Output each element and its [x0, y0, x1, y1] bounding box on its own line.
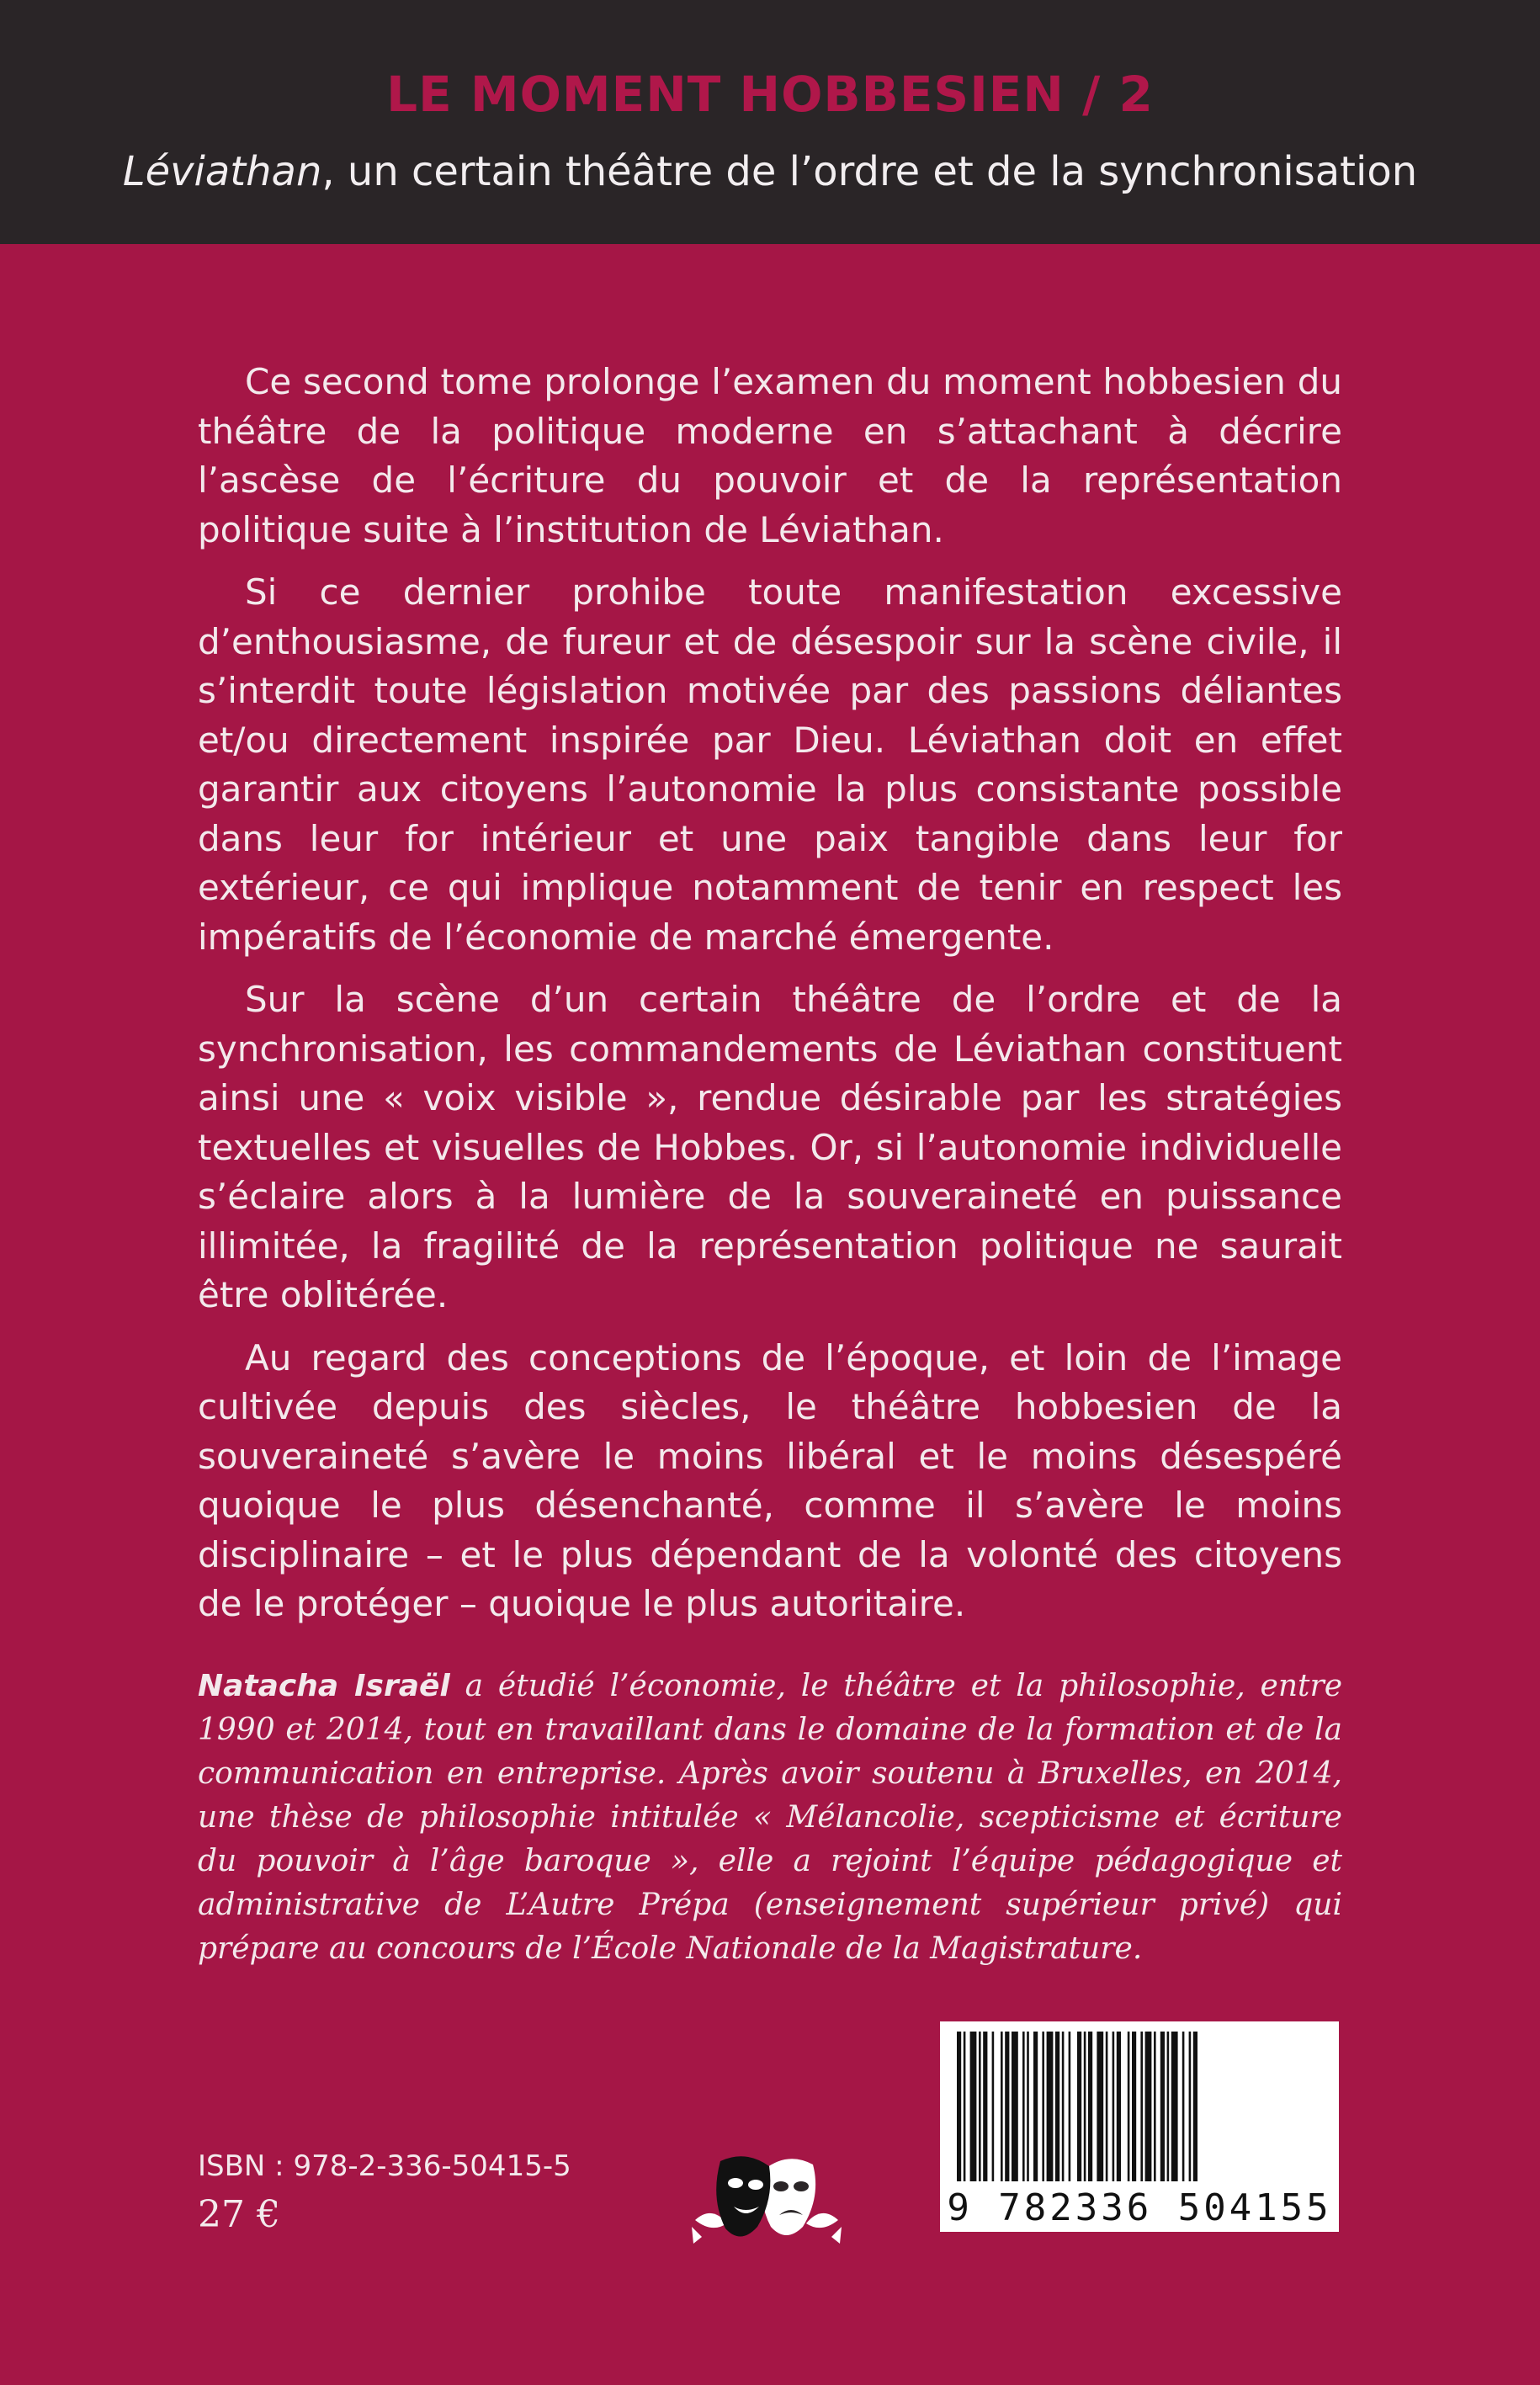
barcode-digits: 9 782336 504155 [947, 2186, 1332, 2229]
barcode-bar [1047, 2032, 1054, 2181]
barcode-bar [964, 2032, 966, 2181]
barcode-bar [1132, 2032, 1136, 2181]
barcode [940, 2021, 1339, 2232]
summary-paragraph: Au regard des conceptions de l’époque, et loin de l’image cultivée depuis des siècles, le théâtre hobbesien de la souveraineté s’avère le moins libéral et le moins désespéré quoique le plus désenchanté, comme il s’avère le moins disciplinaire – et le plus dépendant de la volonté des citoyens de le protéger – quoique le plus autoritaire. [198, 1336, 1342, 1624]
author-bio [198, 1665, 1342, 1971]
summary-paragraph: Ce second tome prolonge l’examen du moment hobbesien du théâtre de la politique moderne en s’attachant à décrire l’ascèse de l’écriture du pouvoir et de la représentation politique suite à l’institution de Léviathan. [198, 361, 1342, 550]
barcode-bar [983, 2032, 987, 2181]
book-series-title: LE MOMENT HOBBESIEN / 2 [386, 66, 1154, 123]
barcode-bar [1055, 2032, 1059, 2181]
barcode-bar [1069, 2032, 1071, 2181]
header-band [0, 0, 1540, 244]
price-text: 27 € [198, 2193, 280, 2236]
barcode-bar [1033, 2032, 1038, 2181]
barcode-bar [1160, 2032, 1165, 2181]
barcode-bar [1005, 2032, 1009, 2181]
barcode-bars [952, 2032, 1327, 2200]
barcode-bar [1193, 2032, 1197, 2181]
barcode-bar [1042, 2032, 1044, 2181]
summary-text [198, 358, 1342, 1643]
barcode-bar [1140, 2032, 1143, 2181]
barcode-bar [1106, 2032, 1108, 2181]
barcode-bar [992, 2032, 995, 2181]
author-bio-text: a étudié l’économie, le théâtre et la philosophie, entre 1990 et 2014, tout en travaillant dans le domaine de la formation et de la communication en entreprise. Après avoir soutenu à Bruxelles, en 2014, une thèse de philosophie intitulée « Mélancolie, scepticisme et écriture du pouvoir à l’âge baroque », elle a rejoint l’équipe pédagogique et administrative de L’Autre Prépa (enseignement supérieur privé) qui prépare au concours de l’École Nationale de la Magistrature. [198, 1669, 1343, 1966]
barcode-bar [1012, 2032, 1018, 2181]
barcode-bar [1167, 2032, 1170, 2181]
barcode-bar [1088, 2032, 1092, 2181]
subtitle-rest: , un certain théâtre de l’ordre et de la synchronisation [321, 148, 1418, 195]
barcode-bar [1022, 2032, 1025, 2181]
theatre-masks-icon [687, 2146, 847, 2255]
summary-paragraph: Si ce dernier prohibe toute manifestation excessive d’enthousiasme, de fureur et de désespoir sur la scène civile, il s’interdit toute législation motivée par des passions déliantes et/ou directement inspirée par Dieu. Léviathan doit en effet garantir aux citoyens l’autonomie la plus consistante possible dans leur for intérieur et une paix tangible dans leur for extérieur, ce qui implique notamment de tenir en respect les impératifs de l’économie de marché émergente. [198, 571, 1342, 958]
barcode-bar [1154, 2032, 1156, 2181]
barcode-bar [1113, 2032, 1115, 2181]
barcode-bar [1128, 2032, 1130, 2181]
barcode-bar [1001, 2032, 1003, 2181]
barcode-bar [1189, 2032, 1192, 2181]
book-subtitle [0, 148, 1540, 195]
isbn-text: ISBN : 978-2-336-50415-5 [198, 2149, 571, 2183]
author-name: Natacha Israël [198, 1669, 450, 1703]
barcode-bar [1077, 2032, 1081, 2181]
barcode-bar [1171, 2032, 1178, 2181]
barcode-bar [957, 2032, 961, 2181]
barcode-bar [1182, 2032, 1185, 2181]
barcode-bar [1062, 2032, 1065, 2181]
barcode-bar [1097, 2032, 1103, 2181]
barcode-bar [970, 2032, 977, 2181]
barcode-bar [1084, 2032, 1086, 2181]
barcode-bar [1145, 2032, 1152, 2181]
barcode-bar [1117, 2032, 1121, 2181]
barcode-bar [1027, 2032, 1029, 2181]
subtitle-italic: Léviathan [122, 148, 322, 195]
summary-paragraph: Sur la scène d’un certain théâtre de l’ordre et de la synchronisation, les commandements de Léviathan constituent ainsi une « voix visible », rendue désirable par les stratégies textuelles et visuelles de Hobbes. Or, si l’autonomie individuelle s’éclaire alors à la lumière de la souveraineté en puissance illimitée, la fragilité de la représentation politique ne saurait être oblitérée. [198, 979, 1342, 1315]
barcode-bar [979, 2032, 981, 2181]
